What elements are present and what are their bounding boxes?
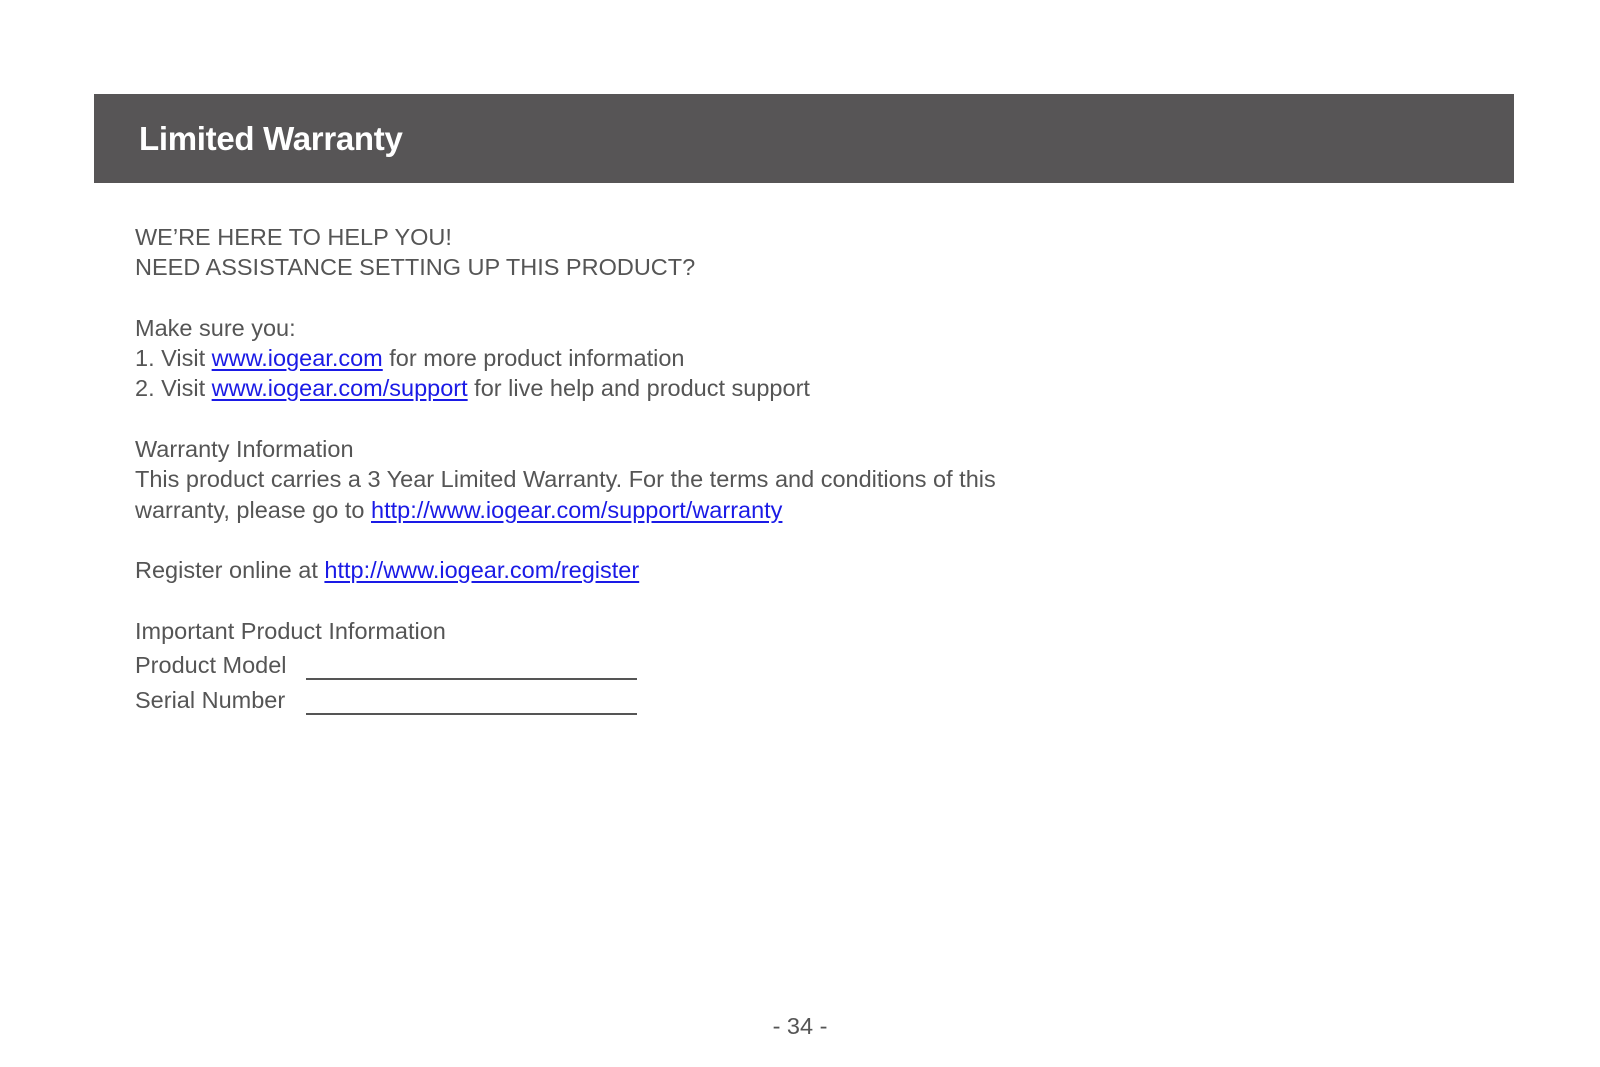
help-heading-line1: WE’RE HERE TO HELP YOU!	[135, 224, 452, 250]
page-title: Limited Warranty	[139, 120, 403, 157]
product-info-fields	[135, 648, 1135, 718]
warranty-text-line2	[135, 495, 1135, 525]
step-1-suffix: for more product information	[382, 345, 685, 372]
register-prefix: Register online at	[135, 557, 325, 584]
warranty-text-line1: This product carries a 3 Year Limited Warranty. For the terms and conditions of this	[135, 466, 996, 493]
step-2-suffix: for live help and product support	[467, 375, 810, 402]
product-model-label: Product Model	[135, 652, 287, 679]
iogear-home-link[interactable]: www.iogear.com	[211, 345, 383, 372]
register-link[interactable]: http://www.iogear.com/register	[324, 557, 640, 584]
product-model-row	[135, 648, 1135, 683]
step-item-1	[135, 343, 1135, 373]
spacer	[135, 525, 1135, 555]
section-header	[94, 94, 1514, 183]
product-info-heading: Important Product Information	[135, 617, 446, 644]
steps-intro: Make sure you:	[135, 314, 296, 341]
step-item-2	[135, 373, 1135, 403]
serial-number-row	[135, 683, 1135, 718]
spacer	[135, 586, 1135, 616]
product-model-blank-line	[306, 678, 637, 680]
warranty-text-prefix: warranty, please go to	[135, 496, 371, 523]
help-heading-line2: NEED ASSISTANCE SETTING UP THIS PRODUCT?	[135, 254, 696, 281]
warranty-heading: Warranty Information	[135, 436, 354, 463]
spacer	[135, 404, 1135, 434]
step-2-prefix: 2. Visit	[135, 375, 212, 402]
serial-number-blank-line	[306, 713, 637, 715]
register-line	[135, 555, 1135, 585]
page-number: - 34 -	[772, 1013, 828, 1039]
warranty-content	[135, 222, 1135, 718]
step-1-prefix: 1. Visit	[135, 345, 212, 372]
warranty-link[interactable]: http://www.iogear.com/support/warranty	[371, 496, 783, 523]
serial-number-label: Serial Number	[135, 687, 286, 714]
iogear-support-link[interactable]: www.iogear.com/support	[211, 375, 468, 402]
spacer	[135, 283, 1135, 313]
